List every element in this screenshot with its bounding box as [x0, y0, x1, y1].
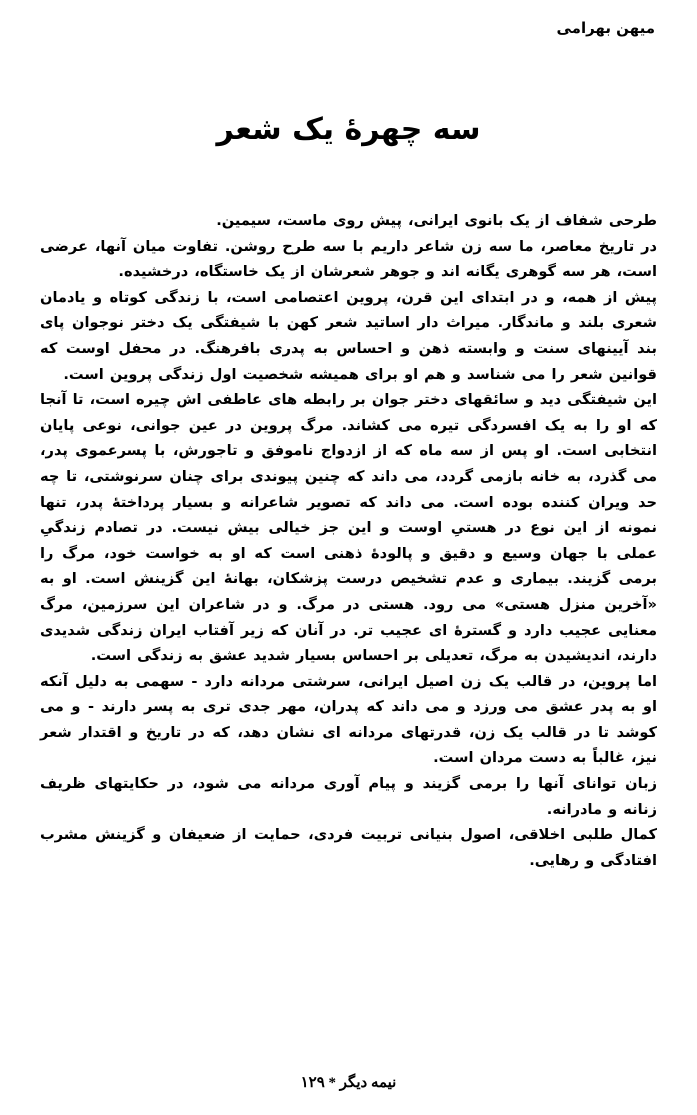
- page-footer: [0, 1072, 697, 1094]
- paragraph: کمال طلبی اخلاقی، اصول بنیانی تربیت فردی، حمایت از ضعیفان و گزینش مشرب افتادگی و رهایی.: [40, 826, 657, 869]
- paragraph: طرحی شفاف از یک بانوی ایرانی، پیش روی ماست، سیمین.: [216, 212, 657, 229]
- journal-name: نیمه دیگر: [339, 1075, 397, 1091]
- page-number: ۱۲۹: [300, 1075, 325, 1091]
- paragraph: اما پروین، در قالب یک زن اصیل ایرانی، سرشتی مردانه دارد - سهمی به دلیل آنکه او به پدر عشق می ورزد و می داند که پدران، مهر جدی تری به پسر دارند - و می کوشد تا در قالب یک زن، قدرتهای مردانه ای نشان دهد، که در تاریخ و اقتدار شعر نیز، غالباً به دست مردان است.: [40, 672, 657, 767]
- paragraph: در تاریخ معاصر، ما سه زن شاعر داریم با سه طرح روشن. تفاوت میان آنها، عرضی است، هر سه گوهری یگانه اند و جوهر شعرشان از یک خاستگاه، درخشیده.: [40, 237, 657, 281]
- author-name: میهن بهرامی: [556, 19, 655, 37]
- article-title: سه چهرهٔ یک شعر: [216, 112, 481, 147]
- paragraph: پیش از همه، و در ابتدای این قرن، پروین اعتصامی است، با زندگی کوتاه و یادمان شعری بلند و ماندگار. میراث دار اساتید شعر کهن با شیفتگی یک دختر نوجوان پای بند آیینهای سنت و وابسته ذهن و احساس به پدری بافرهنگ. در محفل اوست که قوانین شعر را می شناسد و هم او برای همیشه شخصیت اول زندگی پروین است.: [40, 288, 657, 383]
- paragraph: زبان توانای آنها را برمی گزیند و پیام آوری مردانه می شود، در حکایتهای ظریف زنانه و مادرانه.: [40, 775, 657, 818]
- footer-separator: *: [328, 1075, 337, 1091]
- paragraph: این شیفتگی دید و سائقهای دختر جوان بر رابطه های عاطفی اش چیره است، تا آنجا که او را به یک افسردگی تیره می کشاند. مرگ پروین در عین جوانی، نوعی پایان انتخابی است. او پس از سه ماه که از ازدواج ناموفق و تاجورش، با پسرعموی پدر، می گذرد، به خانه بازمی گردد، می داند که چنین پیوندی برای چنان سرنوشتی، تا چه حد ویران کننده بوده است. می داند که تصویر شاعرانه و بسیار پرداختهٔ پدر، تنها نمونه از این نوع در هستیِ اوست و این جز خیالی بیش نیست. در تصادم زندگیِ عملی با جهان وسیع و دقیق و پالودهٔ ذهنی است که او به خواست خود، مرگ را برمی گزیند. بیماری و عدم تشخیص درست پزشکان، بهانهٔ این گزینش است. او به «آخرین منزل هستی» می رود. هستی در مرگ. و در شاعران این سرزمین، مرگ معنایی عجیب دارد و گسترهٔ ای عجیب تر. در آنان که زیر آفتاب ایران زندگی شدیدی دارند، اندیشیدن به مرگ، تعدیلی بر احساس بسیار شدید عشق به زندگی است.: [40, 391, 657, 665]
- article-body: [40, 208, 657, 873]
